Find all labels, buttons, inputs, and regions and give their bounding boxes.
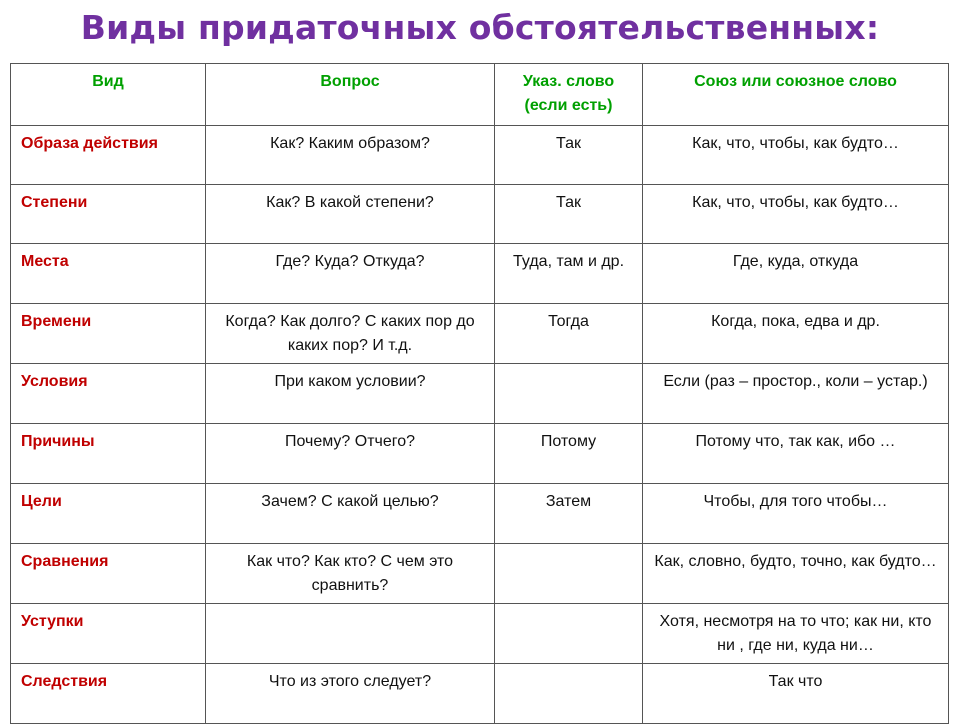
cell-conjunction: Где, куда, откуда — [643, 244, 949, 304]
cell-pointer — [495, 664, 643, 724]
cell-kind: Причины — [11, 424, 206, 484]
cell-pointer — [495, 364, 643, 424]
table-row — [11, 185, 949, 244]
cell-pointer: Потому — [495, 424, 643, 484]
cell-question: Где? Куда? Откуда? — [206, 244, 495, 304]
table-row — [11, 484, 949, 544]
table-row — [11, 664, 949, 724]
header-conjunction: Союз или союзное слово — [643, 64, 949, 126]
header-pointer: Указ. слово (если есть) — [495, 64, 643, 126]
cell-question: Когда? Как долго? С каких пор до каких пор? И т.д. — [206, 304, 495, 364]
cell-conjunction: Как, что, чтобы, как будто… — [643, 126, 949, 185]
clauses-table — [10, 63, 949, 724]
cell-question: Как? Каким образом? — [206, 126, 495, 185]
table-row — [11, 126, 949, 185]
cell-conjunction: Так что — [643, 664, 949, 724]
cell-pointer: Так — [495, 185, 643, 244]
cell-kind: Места — [11, 244, 206, 304]
cell-question: Что из этого следует? — [206, 664, 495, 724]
cell-question: Как что? Как кто? С чем это сравнить? — [206, 544, 495, 604]
cell-pointer — [495, 604, 643, 664]
cell-conjunction: Чтобы, для того чтобы… — [643, 484, 949, 544]
table-row — [11, 604, 949, 664]
cell-pointer: Так — [495, 126, 643, 185]
cell-pointer: Туда, там и др. — [495, 244, 643, 304]
cell-question: Почему? Отчего? — [206, 424, 495, 484]
cell-pointer: Затем — [495, 484, 643, 544]
table-row — [11, 304, 949, 364]
cell-kind: Следствия — [11, 664, 206, 724]
header-question: Вопрос — [206, 64, 495, 126]
cell-conjunction: Если (раз – простор., коли – устар.) — [643, 364, 949, 424]
header-row — [11, 64, 949, 126]
cell-kind: Степени — [11, 185, 206, 244]
cell-kind: Образа действия — [11, 126, 206, 185]
cell-kind: Цели — [11, 484, 206, 544]
cell-conjunction: Когда, пока, едва и др. — [643, 304, 949, 364]
table-row — [11, 424, 949, 484]
cell-pointer — [495, 544, 643, 604]
cell-conjunction: Потому что, так как, ибо … — [643, 424, 949, 484]
cell-question: Зачем? С какой целью? — [206, 484, 495, 544]
cell-pointer: Тогда — [495, 304, 643, 364]
table-row — [11, 544, 949, 604]
page-title: Виды придаточных обстоятельственных: — [80, 8, 880, 47]
table-row — [11, 364, 949, 424]
header-kind: Вид — [11, 64, 206, 126]
cell-question — [206, 604, 495, 664]
cell-question: Как? В какой степени? — [206, 185, 495, 244]
cell-kind: Условия — [11, 364, 206, 424]
cell-conjunction: Как, что, чтобы, как будто… — [643, 185, 949, 244]
cell-kind: Сравнения — [11, 544, 206, 604]
cell-conjunction: Хотя, несмотря на то что; как ни, кто ни , где ни, куда ни… — [643, 604, 949, 664]
table-row — [11, 244, 949, 304]
cell-kind: Времени — [11, 304, 206, 364]
cell-conjunction: Как, словно, будто, точно, как будто… — [643, 544, 949, 604]
cell-kind: Уступки — [11, 604, 206, 664]
cell-question: При каком условии? — [206, 364, 495, 424]
